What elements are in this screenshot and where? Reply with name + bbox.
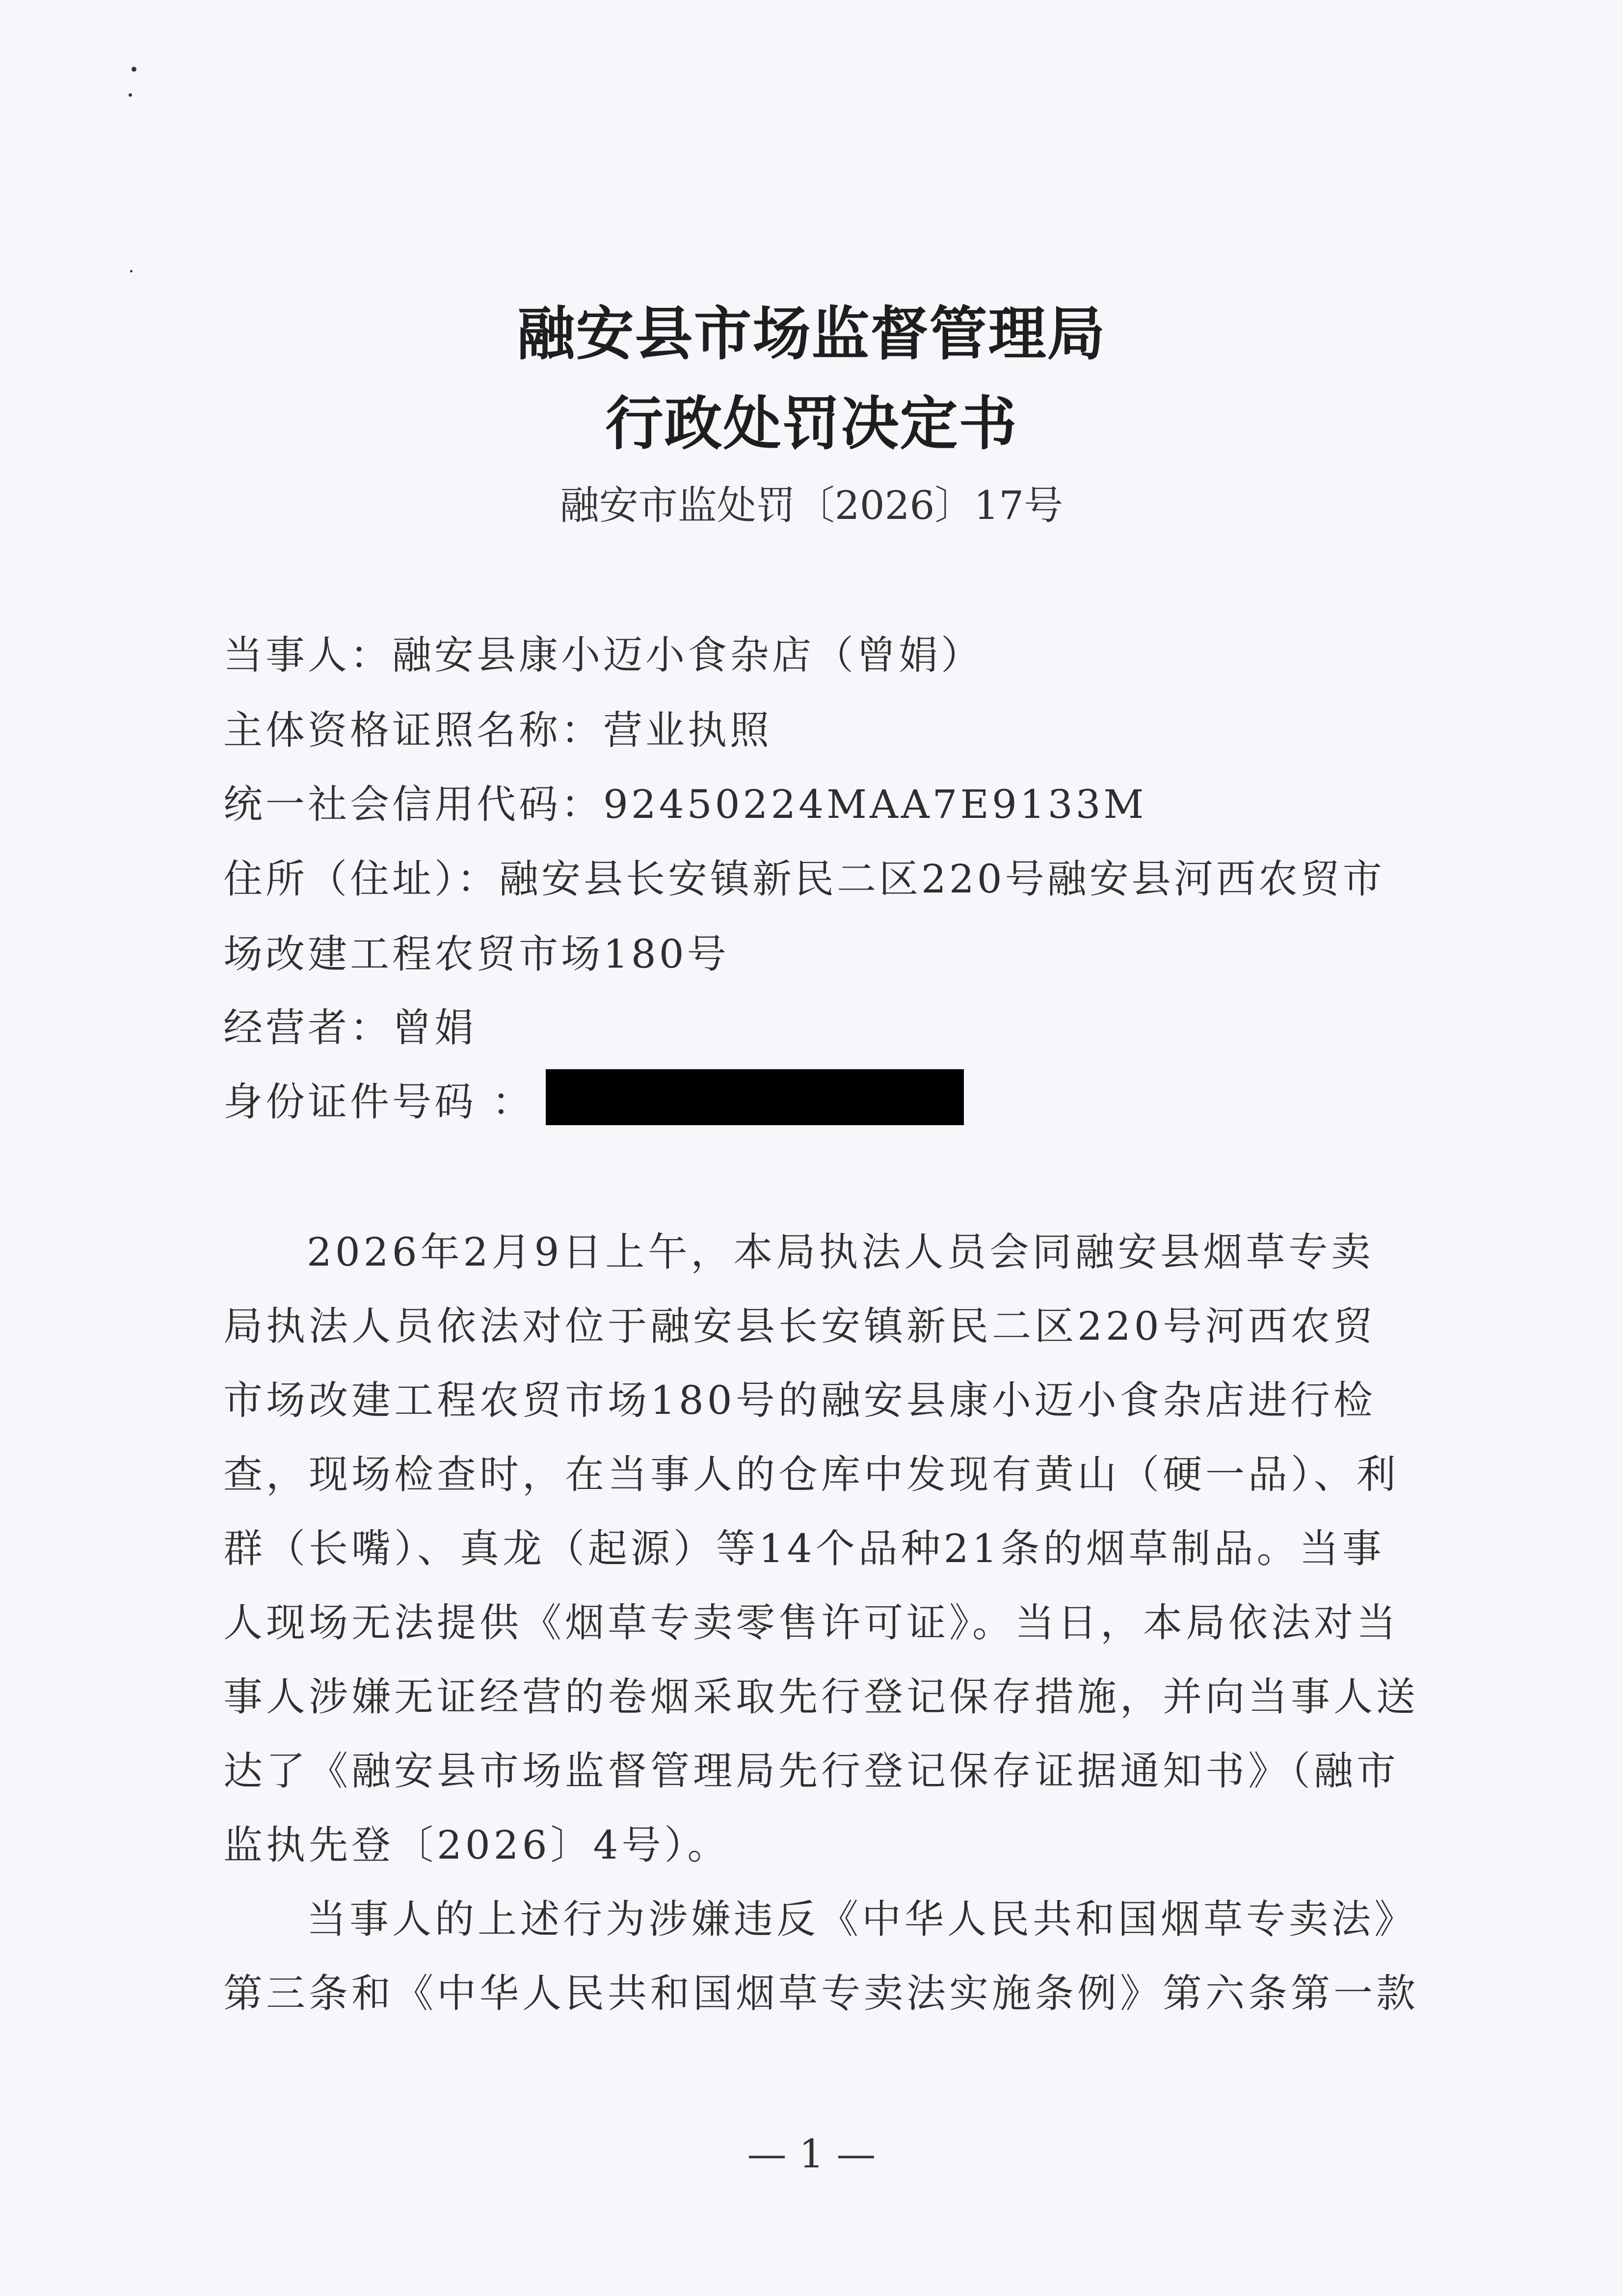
- address-line2: 场改建工程农贸市场180号: [223, 931, 729, 977]
- id-number-label: 身份证件号码 ：: [223, 1079, 534, 1125]
- scan-speck: [129, 93, 132, 97]
- address-line1: 住所（住址）：融安县长安镇新民二区220号融安县河西农贸市: [223, 856, 1385, 902]
- party-name: 当事人：融安县康小迈小食杂店（曾娟）: [223, 632, 983, 678]
- document-title-line1: 融安县市场监督管理局: [517, 299, 1106, 368]
- text-line: 局执法人员依法对位于融安县长安镇新民二区220号河西农贸: [223, 1303, 1376, 1349]
- text-line: 市场改建工程农贸市场180号的融安县康小迈小食杂店进行检: [223, 1378, 1376, 1423]
- text-line: 群（长嘴）、真龙（起源）等14个品种21条的烟草制品。当事: [223, 1526, 1385, 1571]
- text-line: 人现场无法提供《烟草专卖零售许可证》。当日，本局依法对当: [223, 1600, 1399, 1646]
- credit-code: 统一社会信用代码：92450224MAA7E9133M: [223, 782, 1147, 827]
- operator-name: 经营者：曾娟: [223, 1005, 477, 1051]
- text-line: 监执先登〔2026〕4号）。: [223, 1822, 730, 1868]
- license-name: 主体资格证照名称：营业执照: [223, 707, 772, 753]
- paragraph-1: [223, 1215, 1431, 1882]
- paragraph-2: [223, 1882, 1431, 2030]
- document-title-line2: 行政处罚决定书: [605, 389, 1018, 458]
- text-line: 事人涉嫌无证经营的卷烟采取先行登记保存措施，并向当事人送: [223, 1674, 1419, 1720]
- text-line: 查，现场检查时，在当事人的仓库中发现有黄山（硬一品）、利: [223, 1452, 1399, 1497]
- text-line: 达了《融安县市场监督管理局先行登记保存证据通知书》（融市: [223, 1748, 1399, 1794]
- page-number: — 1 —: [747, 2131, 876, 2177]
- scan-speck: [130, 270, 133, 272]
- document-number: 融安市监处罚〔2026〕17号: [559, 483, 1064, 528]
- text-line: 2026年2月9日上午，本局执法人员会同融安县烟草专卖: [307, 1229, 1374, 1275]
- redaction-bar: [546, 1069, 964, 1125]
- text-line: 第三条和《中华人民共和国烟草专卖法实施条例》第六条第一款: [223, 1971, 1419, 2016]
- scan-speck: [132, 67, 136, 72]
- text-line: 当事人的上述行为涉嫌违反《中华人民共和国烟草专卖法》: [307, 1896, 1417, 1942]
